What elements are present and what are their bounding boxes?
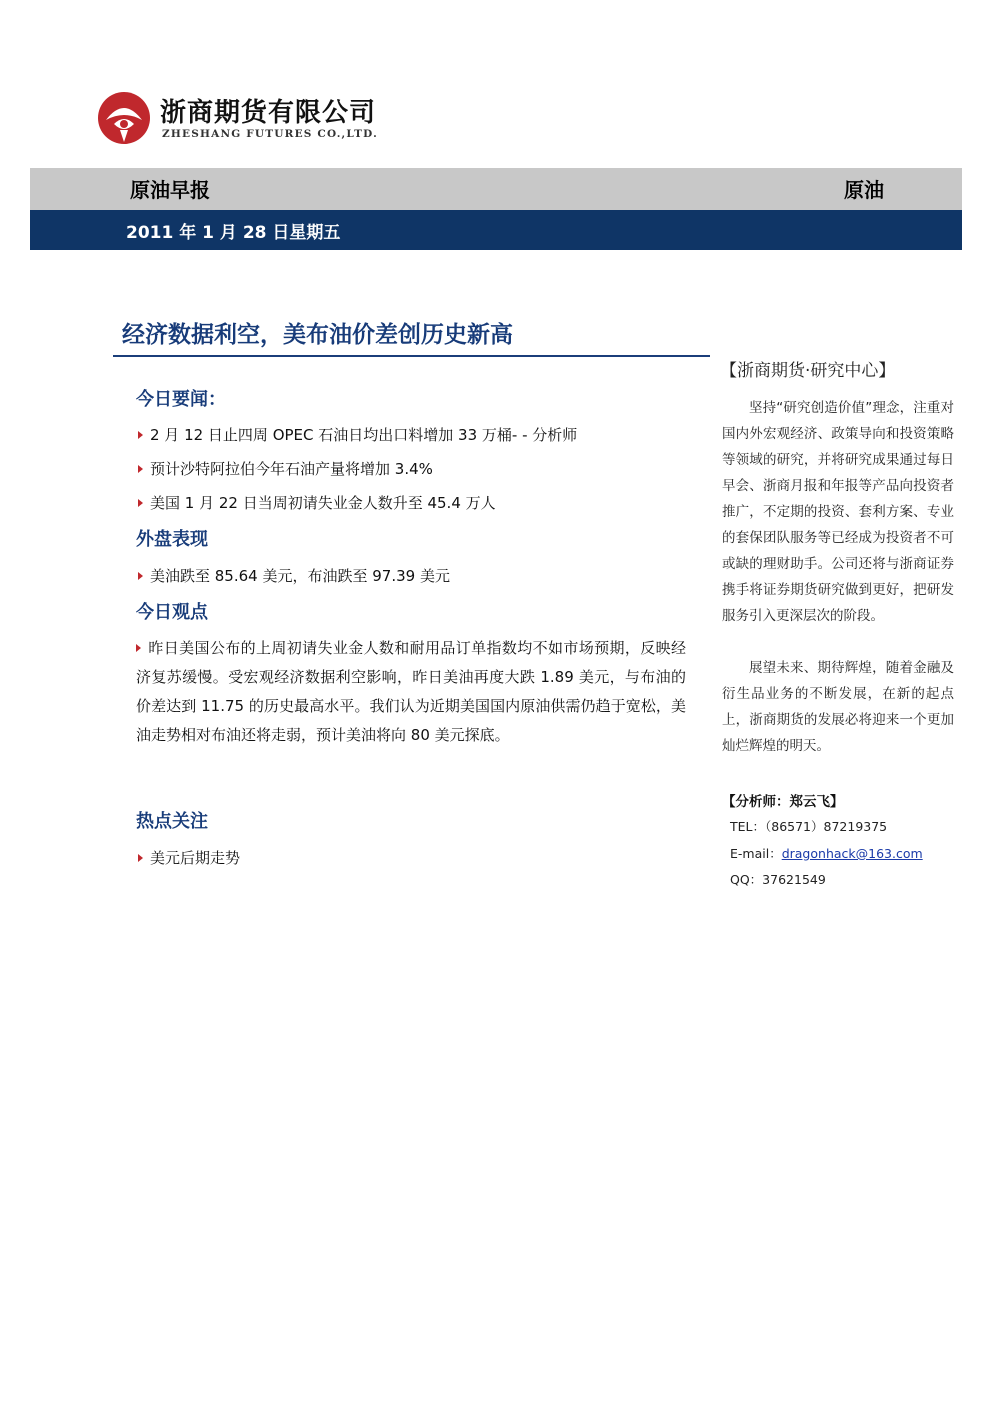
section-title-view: 今日观点 — [136, 602, 208, 623]
analyst-email: E-mail：dragonhack@163.com — [730, 846, 923, 861]
news-item: 美国 1 月 22 日当周初请失业金人数升至 45.4 万人 — [138, 492, 496, 513]
section-title-overseas: 外盘表现 — [136, 529, 208, 550]
analyst-tel: TEL：（86571）87219375 — [730, 819, 888, 834]
section-title-hot: 热点关注 — [136, 811, 208, 832]
company-logo — [96, 90, 386, 152]
date-band — [30, 210, 962, 250]
company-logo-icon — [96, 90, 152, 146]
section-title-news: 今日要闻： — [136, 389, 226, 410]
bullet-arrow-icon — [138, 465, 143, 473]
hot-item: 美元后期走势 — [138, 847, 240, 868]
email-link[interactable]: dragonhack@163.com — [781, 846, 923, 861]
bullet-arrow-icon — [138, 572, 143, 580]
company-name-cn: 浙商期货有限公司 — [160, 98, 377, 128]
overseas-item: 美油跌至 85.64 美元，布油跌至 97.39 美元 — [138, 565, 450, 586]
analyst-qq: QQ：37621549 — [730, 872, 826, 887]
sidebar-title: 【浙商期货·研究中心】 — [720, 361, 896, 381]
headline-divider — [113, 355, 710, 357]
sidebar-paragraph-2: 展望未来、期待辉煌，随着金融及衍生品业务的不断发展，在新的起点上，浙商期货的发展必将迎来一个更加灿烂辉煌的明天。 — [722, 660, 954, 754]
bullet-arrow-icon — [138, 431, 143, 439]
news-item: 2 月 12 日止四周 OPEC 石油日均出口料增加 33 万桶- - 分析师 — [138, 424, 577, 445]
view-paragraph: 昨日美国公布的上周初请失业金人数和耐用品订单指数均不如市场预期，反映经济复苏缓慢。受宏观经济数据利空影响，昨日美油再度大跌 1.89 美元，与布油的价差达到 11.75 的历史最高水平。我们认为近期美国国内原油供需仍趋于宽松，美油走势相对布油还将走弱，预计美油将向 80 美元探底。 — [136, 639, 686, 744]
report-category: 原油 — [844, 178, 884, 202]
bullet-arrow-icon — [138, 499, 143, 507]
report-date: 2011 年 1 月 28 日星期五 — [126, 223, 341, 243]
sidebar-paragraph-1: 坚持“研究创造价值”理念，注重对国内外宏观经济、政策导向和投资策略等领域的研究，并将研究成果通过每日早会、浙商月报和年报等产品向投资者推广，不定期的投资、套利方案、专业的套保团队服务等已经成为投资者不可或缺的理财助手。公司还将与浙商证券携手将证券期货研究做到更好，把研发服务引入更深层次的阶段。 — [722, 400, 954, 624]
bullet-arrow-icon — [136, 644, 141, 652]
bullet-arrow-icon — [138, 854, 143, 862]
headline: 经济数据利空，美布油价差创历史新高 — [122, 322, 513, 348]
report-type: 原油早报 — [130, 178, 210, 202]
news-item: 预计沙特阿拉伯今年石油产量将增加 3.4% — [138, 458, 433, 479]
analyst-name: 【分析师：郑云飞】 — [722, 794, 844, 810]
company-name-en: ZHESHANG FUTURES CO.,LTD. — [162, 128, 378, 140]
report-title-band — [30, 168, 962, 210]
